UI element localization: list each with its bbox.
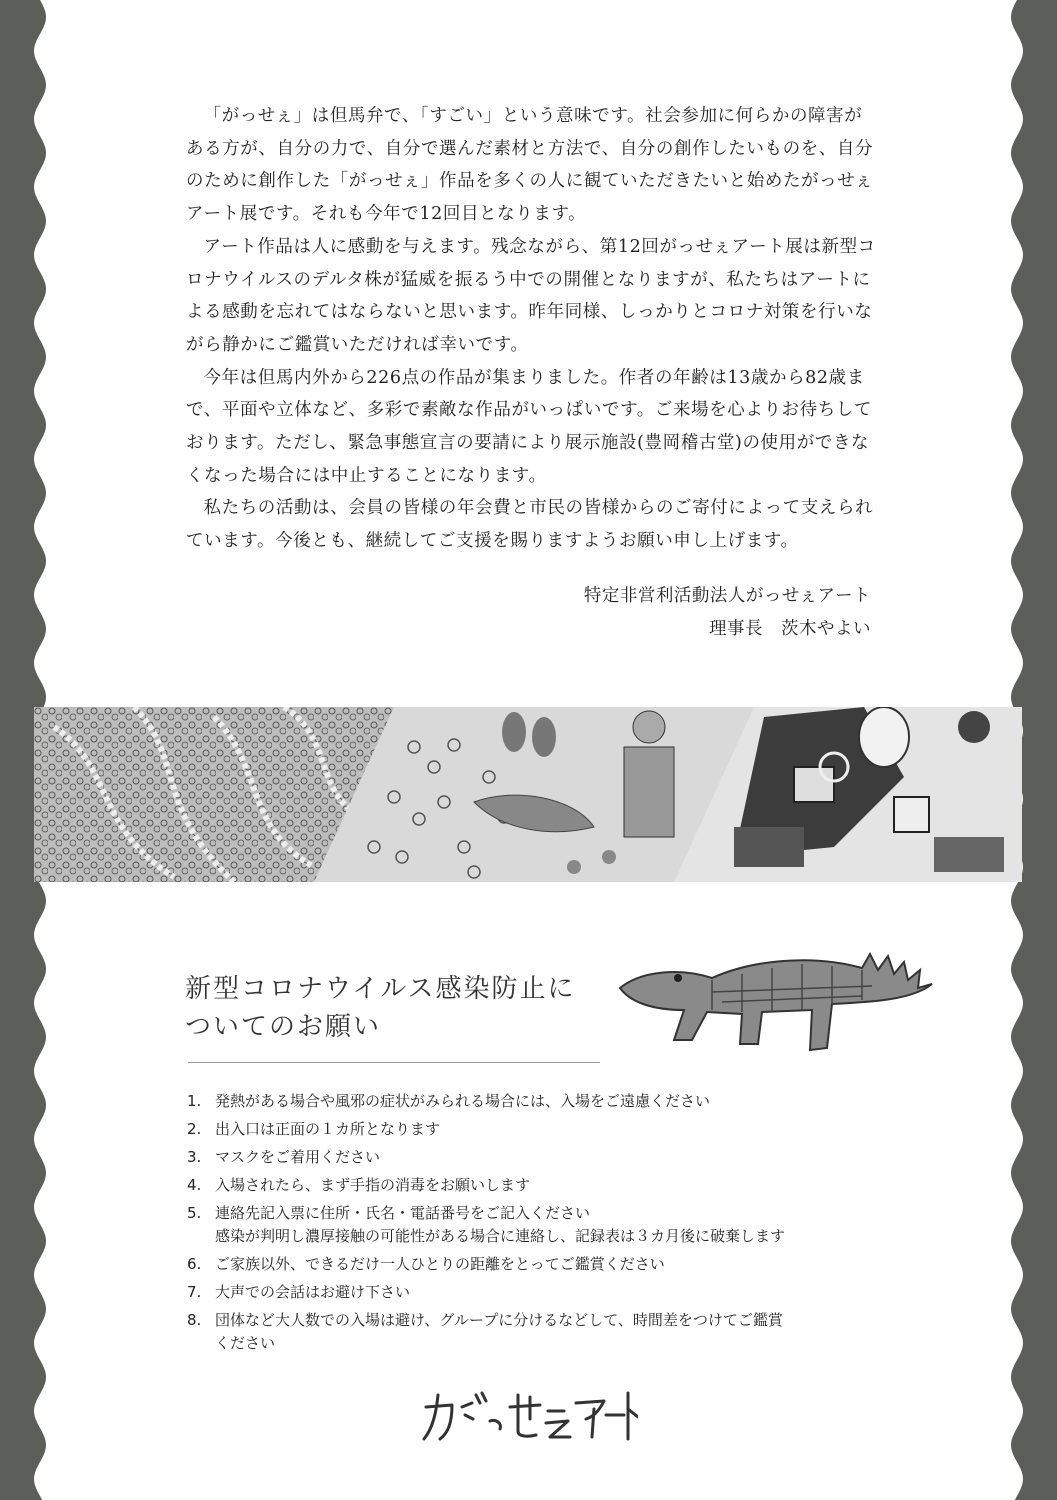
notice-item-4 xyxy=(187,1174,887,1198)
notice-item-number: 6. xyxy=(187,1255,202,1274)
notice-item-number: 1. xyxy=(187,1092,202,1110)
notice-item-number: 4. xyxy=(187,1175,202,1194)
artwork-banner xyxy=(34,707,1022,882)
notice-item-text: マスクをご着用ください xyxy=(215,1147,381,1166)
notice-item-text: 連絡先記入票に住所・氏名・電話番号をご記入ください xyxy=(215,1203,591,1222)
notice-item-6 xyxy=(187,1253,887,1277)
notice-item-text-cont: 感染が判明し濃厚接触の可能性がある場合に連絡し、記録表は３カ月後に破棄します xyxy=(215,1227,786,1246)
notice-item-1 xyxy=(187,1090,887,1114)
notice-title xyxy=(185,970,645,1046)
notice-item-8 xyxy=(187,1309,887,1356)
notice-item-number: 5. xyxy=(187,1203,202,1222)
notice-item-text: 入場されたら、まず手指の消毒をお願いします xyxy=(215,1175,531,1194)
notice-item-text: 発熱がある場合や風邪の症状がみられる場合には、入場をご遠慮ください xyxy=(215,1092,711,1110)
intro-paragraph-3: 今年は但馬内外から226点の作品が集まりました。作者の年齢は13歳から82歳まで、平面や立体など、多彩で素敵な作品がいっぱいです。ご来場を心よりお待ちしております。ただし、緊急事態宣言の要請により展示施設(豊岡稽古堂)の使用ができなくなった場合には中止することになります。 xyxy=(186,367,873,486)
notice-item-text: 団体など大人数での入場は避け、グループに分けるなどして、時間差をつけてご鑑賞 xyxy=(215,1310,783,1329)
intro-paragraph-1: 「がっせぇ」は但馬弁で、「すごい」という意味です。社会参加に何らかの障害がある方が、自分の力で、自分で選んだ素材と方法で、自分の創作したいものを、自分のために創作した「がっせぇ」作品を多くの人に観ていただきたいと始めたがっせぇアート展です。それも今年で12回目となります。 xyxy=(186,106,874,225)
notice-item-number: 3. xyxy=(187,1147,202,1166)
intro-paragraph-4: 私たちの活動は、会員の皆様の年会費と市民の皆様からのご寄付によって支えられています。今後とも、継続してご支援を賜りますようお願い申し上げます。 xyxy=(186,498,874,552)
intro-paragraph-2: アート作品は人に感動を与えます。残念ながら、第12回がっせぇアート展は新型コロナウイルスのデルタ株が猛威を振るう中での開催となりますが、私たちはアートによる感動を忘れてはならないと思います。昨年同様、しっかりとコロナ対策を行いながら静かにご鑑賞いただければ幸いです。 xyxy=(186,236,876,355)
notice-title-line-2: ついてのお願い xyxy=(185,1012,382,1042)
notice-item-number: 2. xyxy=(187,1119,202,1138)
notice-list xyxy=(187,1090,887,1360)
crocodile-drawing xyxy=(612,940,942,1060)
intro-text xyxy=(186,100,876,558)
title-divider xyxy=(188,1062,600,1063)
notice-item-5 xyxy=(187,1202,887,1249)
gasse-art-logo xyxy=(418,1385,638,1445)
notice-item-number: 8. xyxy=(187,1310,202,1329)
notice-item-text: 出入口は正面の１カ所となります xyxy=(215,1119,441,1138)
notice-item-number: 7. xyxy=(187,1282,202,1301)
notice-item-7 xyxy=(187,1281,887,1305)
notice-item-text: ご家族以外、できるだけ一人ひとりの距離をとってご鑑賞ください xyxy=(215,1255,665,1274)
notice-item-text: 大声での会話はお避け下さい xyxy=(215,1282,411,1301)
notice-item-text-cont: ください xyxy=(215,1334,276,1353)
chair-name: 理事長 茨木やよい xyxy=(709,619,871,639)
notice-title-line-1: 新型コロナウイルス感染防止に xyxy=(185,974,576,1004)
notice-item-3 xyxy=(187,1146,887,1170)
notice-item-2 xyxy=(187,1118,887,1142)
organization-name: 特定非営利活動法人がっせぇアート xyxy=(583,586,871,606)
